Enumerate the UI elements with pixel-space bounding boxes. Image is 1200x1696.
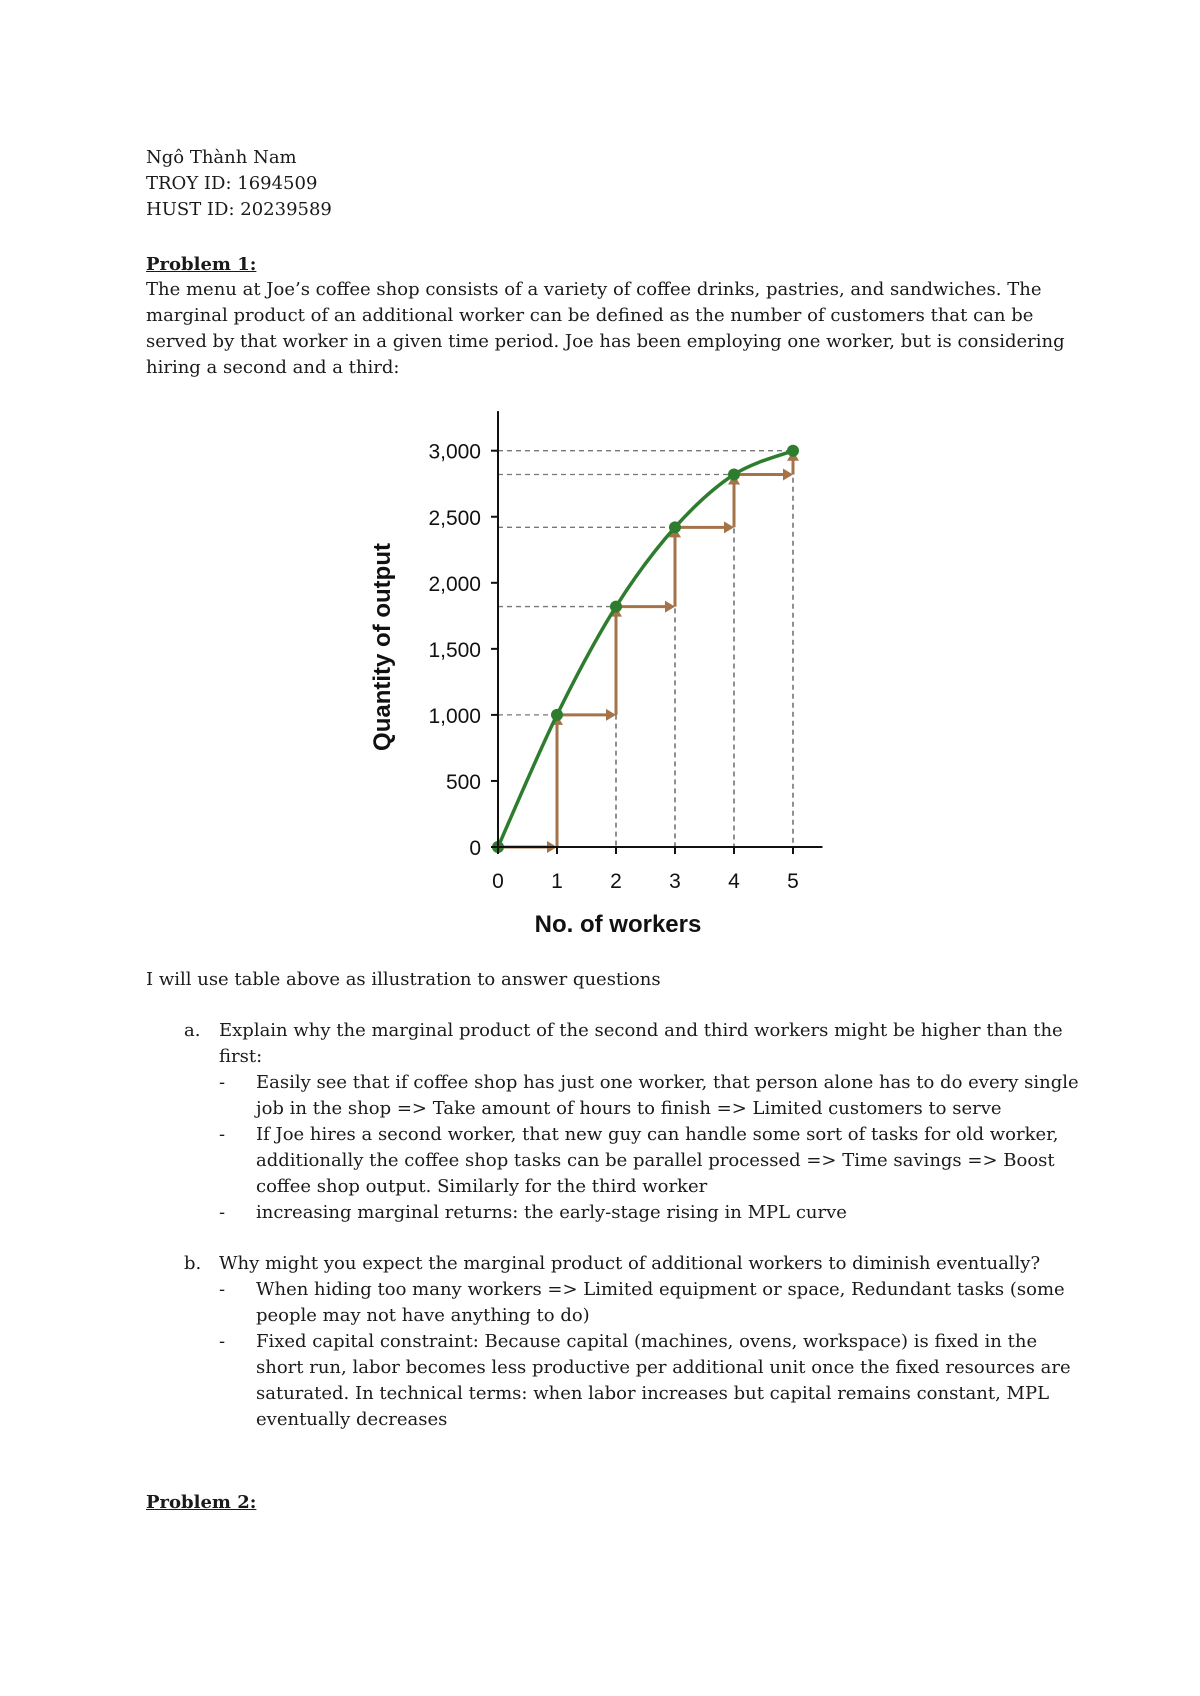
series-line — [498, 451, 793, 847]
y-axis-label: Quantity of output — [369, 543, 396, 751]
bullet-item — [146, 1329, 1086, 1433]
bullet-line: additionally the coffee shop tasks can be parallel processed => Time savings => Boost — [256, 1150, 1055, 1171]
problem-2-heading: Problem 2: — [146, 1492, 257, 1513]
x-tick-label: 0 — [492, 870, 504, 893]
bullet-line: job in the shop => Take amount of hours to finish => Limited customers to serve — [256, 1098, 1002, 1119]
question-b-text: Why might you expect the marginal product of additional workers to diminish eventually? — [219, 1253, 1041, 1274]
intro-line: hiring a second and a third: — [146, 357, 400, 378]
question-b-label: b. — [184, 1253, 202, 1274]
bullet-marker: - — [219, 1072, 226, 1093]
y-tick-label: 1,000 — [428, 704, 481, 728]
intro-line: marginal product of an additional worker can be defined as the number of customers that can be — [146, 305, 1034, 326]
bullet-line: If Joe hires a second worker, that new guy can handle some sort of tasks for old worker, — [256, 1124, 1059, 1145]
data-point — [787, 445, 799, 457]
question-a — [146, 1018, 1086, 1226]
author-name: Ngô Thành Nam — [146, 147, 297, 168]
bullet-line: Easily see that if coffee shop has just one worker, that person alone has to do every single — [256, 1072, 1079, 1093]
author-header — [146, 145, 332, 223]
guide-lines — [498, 451, 793, 847]
marginal-steps — [498, 451, 799, 853]
bullet-marker: - — [219, 1279, 226, 1300]
x-tick-label: 4 — [728, 870, 740, 893]
bullet-item — [146, 1070, 1086, 1122]
bullet-line: short run, labor becomes less productive per additional unit once the fixed resources are — [256, 1357, 1071, 1378]
problem-1-heading: Problem 1: — [146, 254, 257, 275]
bullet-marker: - — [219, 1331, 226, 1352]
bullet-item — [146, 1122, 1086, 1200]
question-a-text-cont: first: — [219, 1046, 263, 1067]
question-a-head — [146, 1018, 1086, 1044]
bullet-line: eventually decreases — [256, 1409, 448, 1430]
y-tick-label: 2,000 — [428, 572, 481, 596]
bullet-marker: - — [219, 1202, 226, 1223]
y-tick-label: 0 — [469, 837, 481, 860]
bullet-line: When hiding too many workers => Limited equipment or space, Redundant tasks (some — [256, 1279, 1065, 1300]
data-point — [610, 601, 622, 613]
bullet-item — [146, 1200, 1086, 1226]
y-tick-label: 2,500 — [428, 506, 481, 530]
intro-line: The menu at Joe’s coffee shop consists of a variety of coffee drinks, pastries, and sandwiches. The — [146, 279, 1042, 300]
x-tick-label: 5 — [787, 870, 799, 893]
x-tick-label: 3 — [669, 870, 681, 893]
question-a-text: Explain why the marginal product of the second and third workers might be higher than the — [219, 1020, 1063, 1041]
y-tick-label: 1,500 — [428, 638, 481, 662]
problem-1-intro — [146, 277, 1066, 381]
question-b-head — [146, 1251, 1086, 1277]
question-a-label: a. — [184, 1020, 201, 1041]
output-chart — [360, 395, 840, 955]
bullet-line: increasing marginal returns: the early-stage rising in MPL curve — [256, 1202, 847, 1223]
question-b — [146, 1251, 1086, 1433]
note-line: I will use table above as illustration to answer questions — [146, 969, 661, 990]
bullet-line: saturated. In technical terms: when labor increases but capital remains constant, MPL — [256, 1383, 1050, 1404]
intro-line: served by that worker in a given time period. Joe has been employing one worker, but is considering — [146, 331, 1065, 352]
bullet-item — [146, 1277, 1086, 1329]
bullet-line: people may not have anything to do) — [256, 1305, 590, 1326]
data-point — [669, 521, 681, 533]
data-point — [728, 468, 740, 480]
illustration-note — [146, 967, 1066, 993]
bullet-marker: - — [219, 1124, 226, 1145]
bullet-line: coffee shop output. Similarly for the third worker — [256, 1176, 708, 1197]
x-tick-label: 2 — [610, 870, 622, 893]
y-tick-label: 3,000 — [428, 440, 481, 464]
troy-id: TROY ID: 1694509 — [146, 173, 318, 194]
x-tick-label: 1 — [551, 870, 563, 893]
x-axis-label: No. of workers — [534, 911, 702, 938]
data-point — [551, 709, 563, 721]
bullet-line: Fixed capital constraint: Because capital (machines, ovens, workspace) is fixed in the — [256, 1331, 1038, 1352]
series-points — [492, 445, 799, 853]
hust-id: HUST ID: 20239589 — [146, 199, 332, 220]
y-tick-label: 500 — [445, 770, 481, 794]
y-ticks — [428, 441, 498, 860]
x-ticks — [492, 847, 799, 893]
